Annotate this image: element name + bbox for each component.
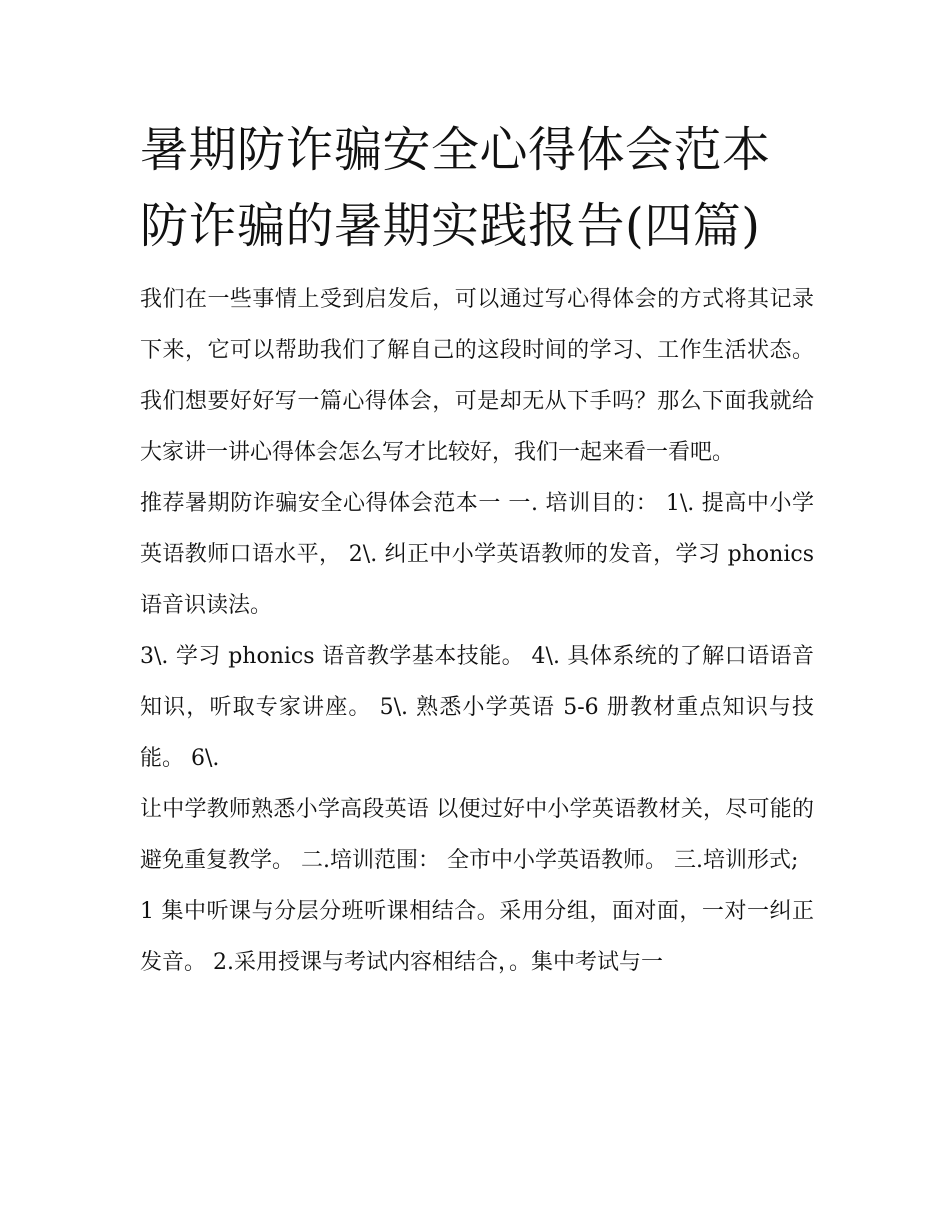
title-line-2: 防诈骗的暑期实践报告(四篇) [140, 198, 761, 254]
body-paragraph: 3\. 学习 phonics 语音教学基本技能。 4\. 具体系统的了解口语语音知识，听取专家讲座。 5\. 熟悉小学英语 5-6 册教材重点知识与技能。 6\. [140, 644, 814, 771]
intro-paragraph: 我们在一些事情上受到启发后，可以通过写心得体会的方式将其记录下来，它可以帮助我们了解自己的这段时间的学习、工作生活状态。我们想要好好写一篇心得体会，可是却无从下手吗？那么下面我就给大家讲一讲心得体会怎么写才比较好，我们一起来看一看吧。 [140, 287, 814, 465]
body-paragraph: 让中学教师熟悉小学高段英语 以便过好中小学英语教材关，尽可能的避免重复教学。 二.培训范围： 全市中小学英语教师。 三.培训形式; [140, 797, 814, 873]
body-paragraph: 推荐暑期防诈骗安全心得体会范本一 一. 培训目的： 1\. 提高中小学英语教师口语水平， 2\. 纠正中小学英语教师的发音，学习 phonics 语音识读法。 [140, 491, 814, 618]
title-line-1: 暑期防诈骗安全心得体会范本 [140, 122, 771, 178]
body-paragraph: 1 集中听课与分层分班听课相结合。采用分组，面对面，一对一纠正发音。 2.采用授课与考试内容相结合，。集中考试与一 [140, 899, 814, 975]
document-title [140, 112, 814, 264]
document-page [140, 112, 814, 988]
